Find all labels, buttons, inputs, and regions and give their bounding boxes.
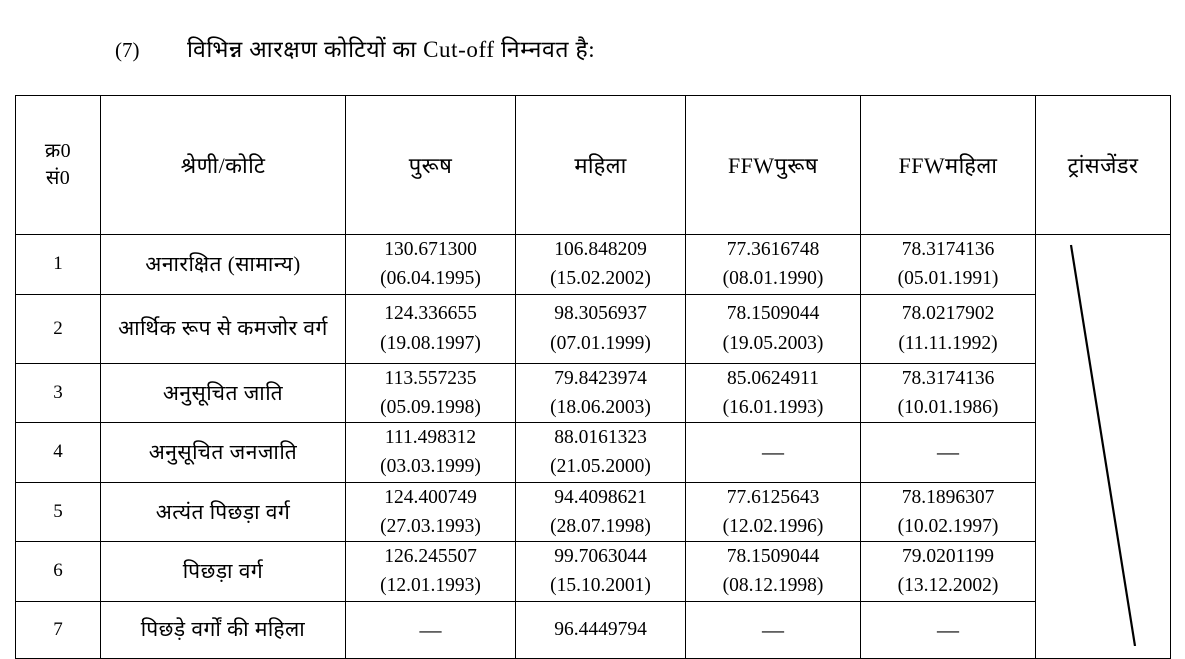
cell-ffw-male-value: 78.1509044 xyxy=(726,546,820,567)
cell-ffw-male-date: (08.12.1998) xyxy=(722,575,824,597)
cell-ffw-female-date: (13.12.2002) xyxy=(897,575,999,597)
cell-transgender-merged xyxy=(1036,235,1171,659)
cell-ffw-female: — xyxy=(861,423,1036,483)
column-header-sno xyxy=(16,96,101,235)
heading-text-after: निम्नवत है: xyxy=(494,37,596,62)
cell-male xyxy=(346,235,516,295)
heading-number: (7) xyxy=(115,38,140,62)
column-header-sno-line1: क्र0 xyxy=(44,140,72,162)
cell-male-value: 113.557235 xyxy=(384,367,477,389)
cell-ffw-male-date: (19.05.2003) xyxy=(722,332,824,354)
cell-ffw-male xyxy=(686,542,861,602)
cell-ffw-male xyxy=(686,294,861,363)
cell-category: अनारक्षित (सामान्य) xyxy=(101,235,346,295)
table-header xyxy=(16,96,1171,235)
cell-female-date: (15.02.2002) xyxy=(550,268,651,290)
cell-male-value: 124.400749 xyxy=(384,486,477,508)
cell-male: — xyxy=(346,601,516,658)
cell-ffw-male xyxy=(686,482,861,542)
cell-female-date: (07.01.1999) xyxy=(550,332,651,354)
cell-ffw-female-date: (11.11.1992) xyxy=(898,332,998,354)
cell-female-value: 99.7063044 xyxy=(554,546,647,567)
cell-female-value: 98.3056937 xyxy=(554,303,647,325)
cell-ffw-female-value: 78.0217902 xyxy=(901,303,995,325)
heading xyxy=(115,32,595,64)
cell-male-date: (05.09.1998) xyxy=(380,396,481,418)
cell-ffw-female-date: (10.02.1997) xyxy=(897,515,999,537)
cell-category: अनुसूचित जाति xyxy=(101,363,346,423)
cell-ffw-male-date: (16.01.1993) xyxy=(722,396,824,418)
cell-male-date: (03.03.1999) xyxy=(380,456,481,478)
cell-male xyxy=(346,294,516,363)
cell-male-value: 111.498312 xyxy=(384,427,477,448)
cell-category: अत्यंत पिछड़ा वर्ग xyxy=(101,482,346,542)
cell-sno: 2 xyxy=(16,294,101,363)
cell-female xyxy=(516,423,686,483)
cell-female-value: 96.4449794 xyxy=(554,618,647,640)
cell-ffw-male: — xyxy=(686,601,861,658)
cell-ffw-male-value: 85.0624911 xyxy=(727,367,819,389)
cell-female-value: 88.0161323 xyxy=(554,427,647,448)
heading-text-latin: Cut-off xyxy=(423,37,495,62)
cell-male xyxy=(346,542,516,602)
cell-ffw-female xyxy=(861,363,1036,423)
column-header-sno-line2: सं0 xyxy=(45,167,71,189)
column-header-male: पुरूष xyxy=(346,96,516,235)
cell-male-value: 126.245507 xyxy=(384,546,477,567)
column-header-ffw-female: FFWमहिला xyxy=(861,96,1036,235)
cell-male-date: (12.01.1993) xyxy=(380,575,481,597)
cell-male-value: 130.671300 xyxy=(384,239,477,260)
cell-male-date: (27.03.1993) xyxy=(380,515,481,537)
cell-ffw-female-value: 78.3174136 xyxy=(901,239,995,260)
cell-ffw-male-value: 78.1509044 xyxy=(726,303,820,325)
cell-ffw-female xyxy=(861,482,1036,542)
cell-ffw-female-value: 78.3174136 xyxy=(901,367,995,389)
cell-male xyxy=(346,423,516,483)
column-header-transgender: ट्रांसजेंडर xyxy=(1036,96,1171,235)
cell-female xyxy=(516,294,686,363)
table-header-row xyxy=(16,96,1171,235)
cell-sno: 4 xyxy=(16,423,101,483)
cell-female-date: (18.06.2003) xyxy=(550,396,651,418)
cell-ffw-male-date: (12.02.1996) xyxy=(722,515,824,537)
cell-male-value: 124.336655 xyxy=(384,303,477,325)
cell-ffw-female-value: 79.0201199 xyxy=(902,546,994,567)
cell-female-date: (21.05.2000) xyxy=(550,456,651,478)
cell-male-date: (06.04.1995) xyxy=(380,268,481,290)
cell-sno: 7 xyxy=(16,601,101,658)
cell-ffw-male-value: 77.3616748 xyxy=(726,239,820,260)
cell-sno: 5 xyxy=(16,482,101,542)
cell-ffw-female-date: (05.01.1991) xyxy=(897,268,999,290)
cell-male xyxy=(346,482,516,542)
cell-female xyxy=(516,542,686,602)
cell-female-value: 106.848209 xyxy=(554,239,647,260)
cell-ffw-male xyxy=(686,363,861,423)
cell-ffw-male-value: 77.6125643 xyxy=(726,486,820,508)
cell-ffw-male xyxy=(686,235,861,295)
column-header-category: श्रेणी/कोटि xyxy=(101,96,346,235)
cell-female xyxy=(516,363,686,423)
cell-sno: 6 xyxy=(16,542,101,602)
cell-category: पिछड़े वर्गों की महिला xyxy=(101,601,346,658)
table-row xyxy=(16,601,1171,658)
table-row xyxy=(16,363,1171,423)
cell-male-date: (19.08.1997) xyxy=(380,332,481,354)
cell-sno: 3 xyxy=(16,363,101,423)
cell-ffw-female-date: (10.01.1986) xyxy=(897,396,999,418)
cell-ffw-female xyxy=(861,542,1036,602)
cell-ffw-female: — xyxy=(861,601,1036,658)
table-row xyxy=(16,235,1171,295)
cell-category: पिछड़ा वर्ग xyxy=(101,542,346,602)
column-header-ffw-male: FFWपुरूष xyxy=(686,96,861,235)
table-row xyxy=(16,482,1171,542)
cell-sno: 1 xyxy=(16,235,101,295)
table-row xyxy=(16,542,1171,602)
cell-category: आर्थिक रूप से कमजोर वर्ग xyxy=(101,294,346,363)
cell-ffw-female xyxy=(861,235,1036,295)
cell-female xyxy=(516,235,686,295)
cell-female-value: 79.8423974 xyxy=(554,367,647,389)
cell-female-value: 94.4098621 xyxy=(554,486,647,508)
table-row xyxy=(16,294,1171,363)
cell-female-date: (28.07.1998) xyxy=(550,515,651,537)
table-row xyxy=(16,423,1171,483)
cell-female xyxy=(516,482,686,542)
cell-female-date: (15.10.2001) xyxy=(550,575,651,597)
cell-ffw-female xyxy=(861,294,1036,363)
cell-female xyxy=(516,601,686,658)
heading-text-before: विभिन्न आरक्षण कोटियों का xyxy=(187,37,424,62)
cell-ffw-female-value: 78.1896307 xyxy=(901,486,995,508)
cell-ffw-male: — xyxy=(686,423,861,483)
table-body xyxy=(16,235,1171,659)
cell-ffw-male-date: (08.01.1990) xyxy=(722,268,824,290)
cell-category: अनुसूचित जनजाति xyxy=(101,423,346,483)
cutoff-table xyxy=(15,95,1171,659)
heading-text xyxy=(187,32,595,64)
cell-male xyxy=(346,363,516,423)
column-header-female: महिला xyxy=(516,96,686,235)
